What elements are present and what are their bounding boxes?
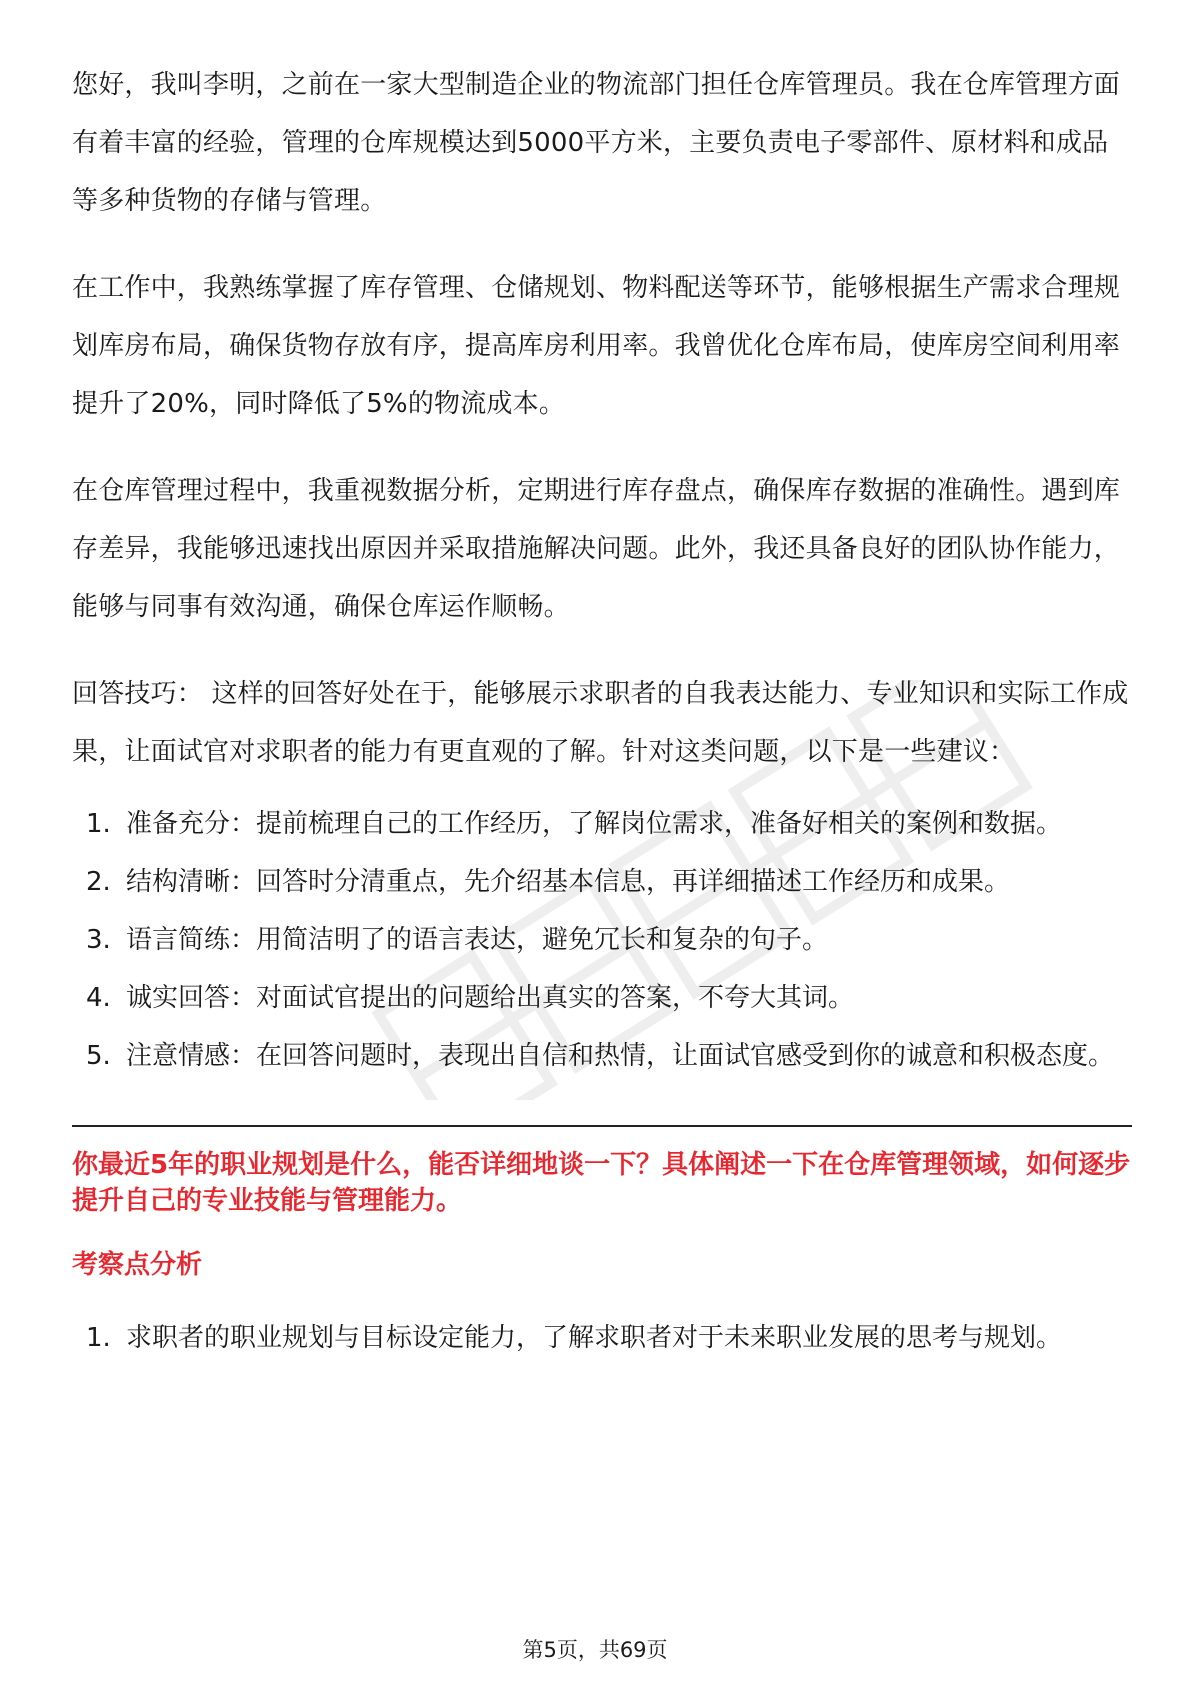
list-item [72, 1027, 1132, 1085]
intro-paragraph-2: 在工作中，我熟练掌握了库存管理、仓储规划、物料配送等环节，能够根据生产需求合理规划库房布局，确保货物存放有序，提高库房利用率。我曾优化仓库布局，使库房空间利用率提升了20%，同时降低了5%的物流成本。 [72, 273, 1121, 419]
list-item-number: 2. [86, 867, 111, 897]
analysis-list-wrapper [72, 1309, 1132, 1367]
list-item [72, 969, 1132, 1027]
tips-list-wrapper [72, 781, 1132, 1085]
page-footer: 第5页，共69页 [522, 1638, 668, 1662]
analysis-heading: 考察点分析 [72, 1250, 203, 1280]
interview-question: 你最近5年的职业规划是什么，能否详细地谈一下？具体阐述一下在仓库管理领域，如何逐步提升自己的专业技能与管理能力。 [72, 1150, 1131, 1216]
list-item [72, 1309, 1132, 1367]
list-item-text: 准备充分：提前梳理自己的工作经历，了解岗位需求，准备好相关的案例和数据。 [126, 809, 1063, 839]
list-item-text: 诚实回答：对面试官提出的问题给出真实的答案，不夸大其词。 [126, 983, 855, 1013]
list-item-number: 5. [86, 1041, 111, 1071]
analysis-list [72, 1309, 1132, 1367]
intro-paragraph-1: 您好，我叫李明，之前在一家大型制造企业的物流部门担任仓库管理员。我在仓库管理方面有着丰富的经验，管理的仓库规模达到5000平方米，主要负责电子零部件、原材料和成品等多种货物的存储与管理。 [72, 70, 1121, 216]
list-item-number: 1. [86, 1323, 111, 1353]
list-item-text: 求职者的职业规划与目标设定能力，了解求职者对于未来职业发展的思考与规划。 [126, 1323, 1063, 1353]
answer-tips-paragraph: 回答技巧： 这样的回答好处在于，能够展示求职者的自我表达能力、专业知识和实际工作成果，让面试官对求职者的能力有更直观的了解。针对这类问题，以下是一些建议： [72, 679, 1129, 767]
section-divider [72, 1125, 1132, 1127]
list-item-text: 结构清晰：回答时分清重点，先介绍基本信息，再详细描述工作经历和成果。 [126, 867, 1011, 897]
intro-paragraph-3: 在仓库管理过程中，我重视数据分析，定期进行库存盘点，确保库存数据的准确性。遇到库存差异，我能够迅速找出原因并采取措施解决问题。此外，我还具备良好的团队协作能力，能够与同事有效沟通，确保仓库运作顺畅。 [72, 476, 1121, 622]
list-item-number: 1. [86, 809, 111, 839]
main-content [72, 56, 1132, 1367]
list-item [72, 911, 1132, 969]
list-item-number: 3. [86, 925, 111, 955]
tips-list [72, 795, 1132, 1085]
list-item [72, 853, 1132, 911]
list-item-text: 语言简练：用简洁明了的语言表达，避免冗长和复杂的句子。 [126, 925, 829, 955]
list-item-number: 4. [86, 983, 111, 1013]
list-item-text: 注意情感：在回答问题时，表现出自信和热情，让面试官感受到你的诚意和积极态度。 [126, 1041, 1115, 1071]
list-item [72, 795, 1132, 853]
